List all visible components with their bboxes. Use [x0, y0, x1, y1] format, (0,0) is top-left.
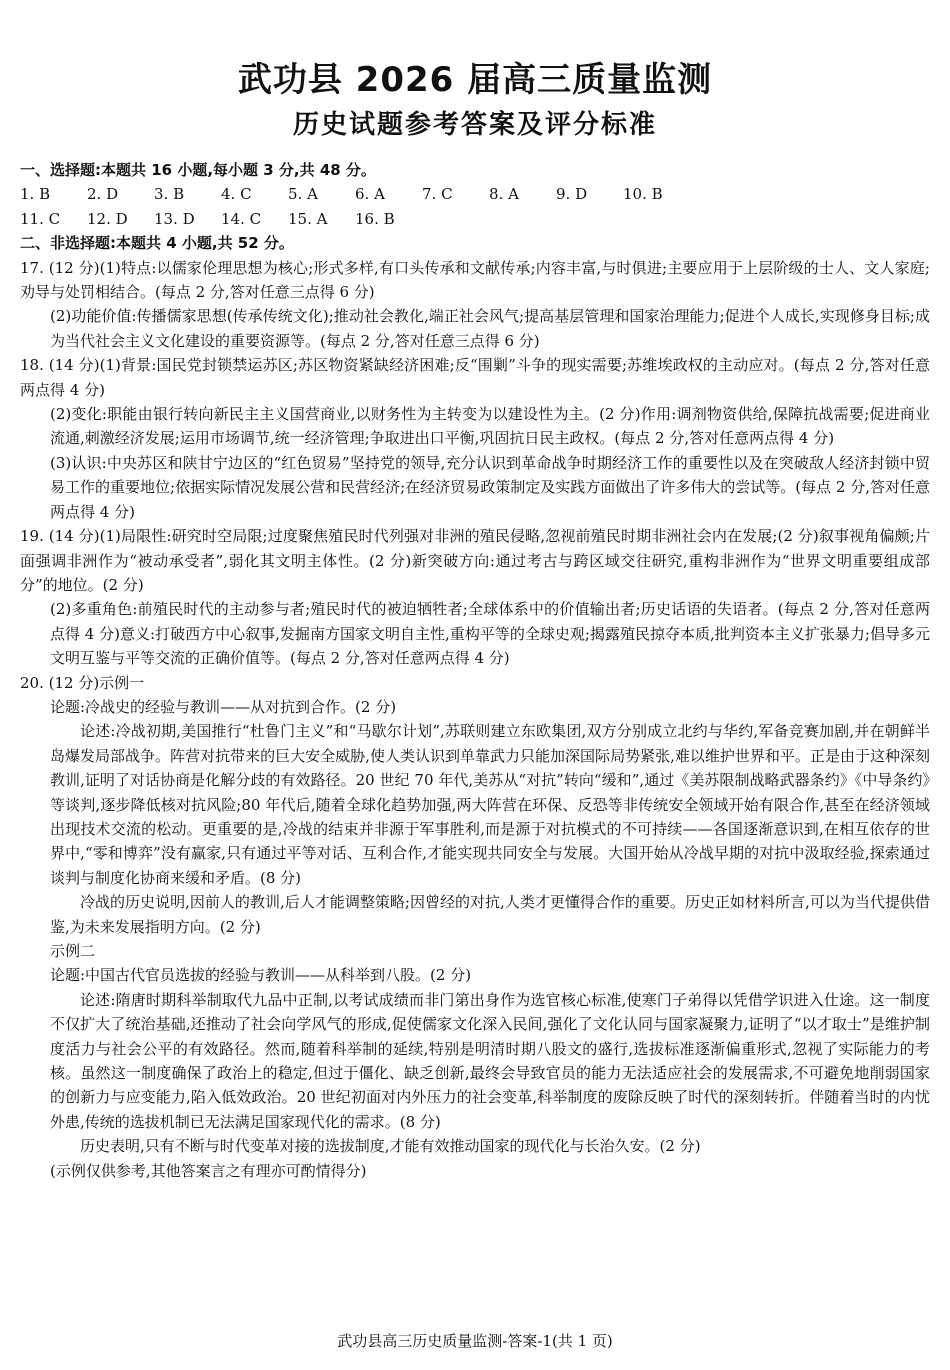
section1-heading: 一、选择题:本题共 16 小题,每小题 3 分,共 48 分。 [20, 161, 376, 179]
q17-part2: (2)功能价值:传播儒家思想(传承传统文化);推动社会教化,端正社会风气;提高基层管理和国家治理能力;促进个人成长,实现修身目标;成为当代社会主义文化建设的重要资源等。(每点 2 分,答对任意三点得 6 分) [50, 307, 930, 350]
q20-example2-argument: 论述:隋唐时期科举制取代九品中正制,以考试成绩而非门第出身作为选官核心标准,使寒门子弟得以凭借学识进入仕途。这一制度不仅扩大了统治基础,还推动了社会向学风气的形成,促使儒家文化深入民间,强化了文化认同与国家凝聚力,证明了“以才取士”是维护制度活力与社会公平的有效路径。然而,随着科举制的延续,特别是明清时期八股文的盛行,选拔标准逐渐偏重形式,忽视了实际能力的考核。虽然这一制度确保了政治上的稳定,但过于僵化、缺乏创新,最终会导致官员的能力无法适应社会的发展需求,不可避免地削弱国家的创新力与应变能力,陷入低效政治。20 世纪初面对内外压力的社会变革,科举制度的废除反映了时代的深刻转折。伴随着当时的内忧外患,传统的选拔机制已无法满足国家现代化的需求。(8 分) [50, 990, 930, 1131]
choice-answers-row-1 [20, 182, 930, 206]
section2-heading: 二、非选择题:本题共 4 小题,共 52 分。 [20, 234, 294, 253]
choice-answer: 1. B [20, 185, 51, 204]
choice-answer: 13. D [154, 209, 195, 228]
q19-part2: (2)多重角色:前殖民时代的主动参与者;殖民时代的被迫牺牲者;全球体系中的价值输出者;历史话语的失语者。(每点 2 分,答对任意两点得 4 分)意义:打破西方中心叙事,发掘南方国家文明自主性,重构平等的全球史观;揭露殖民掠夺本质,批判资本主义扩张暴力;倡导多元文明互鉴与平等交流的正确价值等。(每点 2 分,答对任意两点得 4 分) [50, 600, 930, 668]
q18-part1: 18. (14 分)(1)背景:国民党封锁禁运苏区;苏区物资紧缺经济困难;反“围剿”斗争的现实需要;苏维埃政权的主动应对。(每点 2 分,答对任意两点得 4 分) [20, 356, 930, 399]
q20-example1-conclusion: 冷战的历史说明,因前人的教训,后人才能调整策略;因曾经的对抗,人类才更懂得合作的重要。历史正如材料所言,可以为当代提供借鉴,为未来发展指明方向。(2 分) [50, 893, 930, 936]
choice-answer: 10. B [623, 185, 663, 204]
choice-answer: 8. A [489, 185, 519, 204]
choice-answer: 16. B [355, 209, 395, 228]
document-subtitle: 历史试题参考答案及评分标准 [292, 110, 657, 140]
q20-example1-thesis: 论题:冷战史的经验与教训——从对抗到合作。(2 分) [50, 697, 397, 716]
q20-example2-conclusion: 历史表明,只有不断与时代变革对接的选拔制度,才能有效推动国家的现代化与长治久安。(2 分) [80, 1137, 701, 1156]
q20-header: 20. (12 分)示例一 [20, 673, 145, 692]
choice-answer: 15. A [288, 209, 328, 228]
choice-answer: 5. A [288, 185, 318, 204]
choice-answer: 9. D [556, 185, 588, 204]
page-footer: 武功县高三历史质量监测-答案-1(共 1 页) [337, 1332, 613, 1350]
choice-answer: 12. D [87, 209, 128, 228]
q19-part1: 19. (14 分)(1)局限性:研究时空局限;过度聚焦殖民时代列强对非洲的殖民侵略,忽视前殖民时期非洲社会内在发展;(2 分)叙事视角偏颇;片面强调非洲作为“被动承受者”,弱化其文明主体性。(2 分)新突破方向:通过考古与跨区域交往研究,重构非洲作为“世界文明重要组成部分”的地位。(2 分) [20, 527, 930, 594]
q20-example2-header: 示例二 [50, 942, 96, 960]
choice-answer: 14. C [221, 209, 262, 228]
choice-answer: 4. C [221, 185, 252, 204]
document-title: 武功县 2026 届高三质量监测 [237, 60, 713, 100]
choice-answer: 2. D [87, 185, 119, 204]
q20-example1-argument: 论述:冷战初期,美国推行“杜鲁门主义”和“马歇尔计划”,苏联则建立东欧集团,双方分别成立北约与华约,军备竞赛加剧,并在朝鲜半岛爆发局部战争。阵营对抗带来的巨大安全威胁,使人类认识到单靠武力只能加深国际局势紧张,难以维护世界和平。正是由于这种深刻教训,证明了对话协商是化解分歧的有效路径。20 世纪 70 年代,美苏从“对抗”转向“缓和”,通过《美苏限制战略武器条约》《中导条约》等谈判,逐步降低核对抗风险;80 年代后,随着全球化趋势加强,两大阵营在环保、反恐等非传统安全领域开始有限合作,甚至在经济领域出现技术交流的松动。更重要的是,冷战的结束并非源于军事胜利,而是源于对抗模式的不可持续——各国逐渐意识到,在相互依存的世界中,“零和博弈”没有赢家,只有通过平等对话、互利合作,才能实现共同安全与发展。大国开始从冷战早期的对抗中汲取经验,探索通过谈判与制度化协商来缓和矛盾。(8 分) [50, 722, 930, 887]
answer-body [20, 158, 930, 1183]
q20-example2-thesis: 论题:中国古代官员选拔的经验与教训——从科举到八股。(2 分) [50, 966, 472, 985]
q20-note: (示例仅供参考,其他答案言之有理亦可酌情得分) [50, 1161, 367, 1180]
choice-answer: 6. A [355, 185, 385, 204]
q18-part2: (2)变化:职能由银行转向新民主主义国营商业,以财务性为主转变为以建设性为主。(2 分)作用:调剂物资供给,保障抗战需要;促进商业流通,刺激经济发展;运用市场调节,统一经济管理;争取进出口平衡,巩固抗日民主政权。(每点 2 分,答对任意两点得 4 分) [50, 405, 930, 448]
q18-part3: (3)认识:中央苏区和陕甘宁边区的“红色贸易”坚持党的领导,充分认识到革命战争时期经济工作的重要性以及在突破敌人经济封锁中贸易工作的重要地位;依据实际情况发展公营和民营经济;在经济贸易政策制定及实践方面做出了许多伟大的尝试等。(每点 2 分,答对任意两点得 4 分) [50, 453, 930, 521]
choice-answer: 11. C [20, 209, 61, 228]
choice-answer: 7. C [422, 185, 453, 204]
choice-answers-row-2 [20, 207, 930, 231]
choice-answer: 3. B [154, 185, 185, 204]
q17-part1: 17. (12 分)(1)特点:以儒家伦理思想为核心;形式多样,有口头传承和文献传承;内容丰富,与时俱进;主要应用于上层阶级的士人、文人家庭;劝导与处罚相结合。(每点 2 分,答对任意三点得 6 分) [20, 258, 930, 302]
